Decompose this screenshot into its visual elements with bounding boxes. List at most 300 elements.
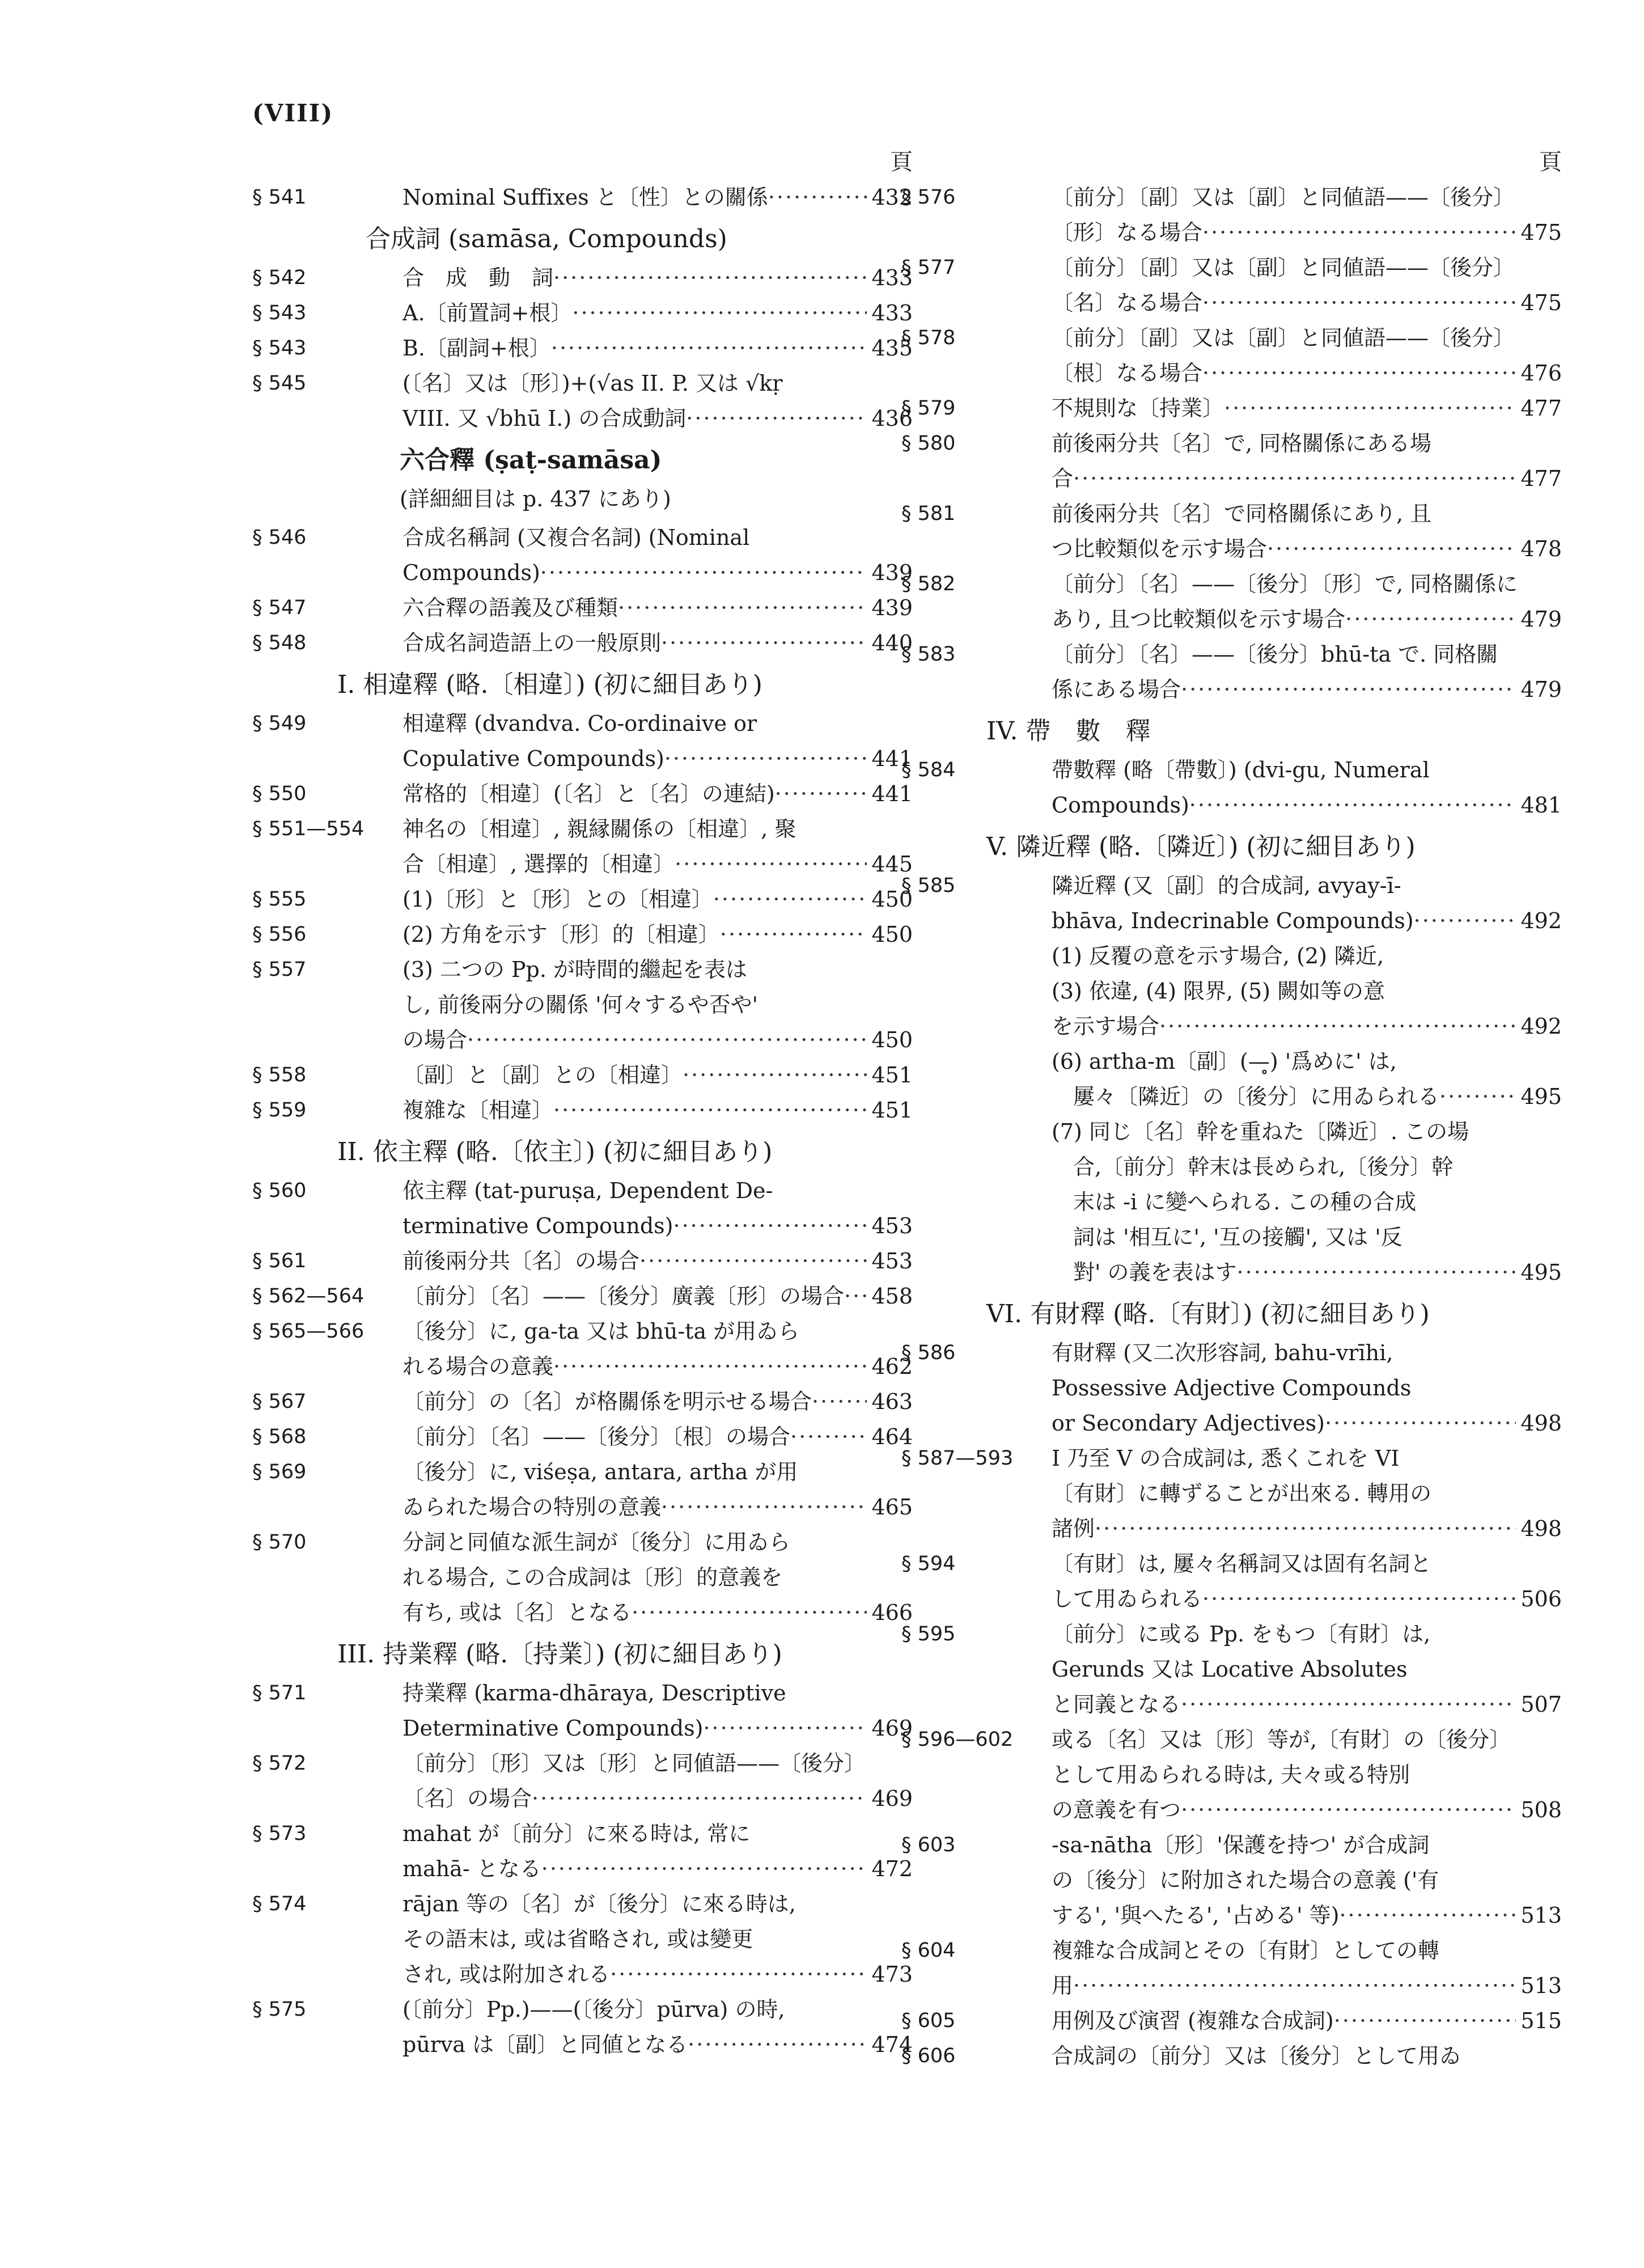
entry-title: 複雜な〔相違〕 — [402, 1098, 554, 1123]
toc-entries-left — [252, 180, 913, 2062]
toc-column-left — [252, 145, 913, 2062]
leader-dots — [1202, 1581, 1516, 1617]
section-number: § 570 — [252, 1531, 307, 1554]
entry-line: 相違釋 (dvandva. Co-ordinaive or — [402, 711, 757, 736]
section-number: § 581 — [901, 502, 956, 525]
section-number: § 606 — [901, 2045, 956, 2067]
entry-title: 〔前分〕〔名〕——〔後分〕〔根〕の場合 — [402, 1424, 791, 1449]
section-number: § 541 — [252, 186, 307, 209]
page-number: 476 — [1520, 361, 1562, 386]
leader-dots — [661, 625, 867, 661]
entry-line — [402, 1057, 913, 1093]
leader-dots — [661, 1490, 867, 1525]
entry-line — [402, 1419, 913, 1454]
leader-dots — [467, 1022, 867, 1057]
entry-line: 〔後分〕に, viśeṣa, antara, artha が用 — [402, 1459, 798, 1484]
section-heading: I. 相違釋 (略.〔相違〕) (初に細目あり) — [337, 670, 762, 699]
page-number: 473 — [871, 1962, 913, 1987]
entry-title: 六合釋の語義及び種類 — [402, 595, 618, 620]
page-number: 474 — [871, 2032, 913, 2057]
entry-title: 用 — [1052, 1973, 1074, 1998]
entry-line — [402, 1957, 913, 1992]
toc-entry — [901, 250, 1562, 320]
toc-entry — [901, 1441, 1562, 1546]
page-number: 465 — [871, 1495, 913, 1520]
toc-entry — [901, 1044, 1562, 1114]
toc-entry — [901, 1546, 1562, 1617]
entry-line: rājan 等の〔名〕が〔後分〕に來る時は, — [402, 1892, 796, 1916]
page-number: 453 — [871, 1249, 913, 1273]
entry-line — [402, 1384, 913, 1419]
entry-line — [1052, 531, 1562, 566]
entry-line — [402, 180, 913, 215]
entry-line: mahat が〔前分〕に來る時は, 常に — [402, 1821, 751, 1846]
entry-line — [1052, 391, 1562, 426]
leader-dots — [1439, 1079, 1516, 1114]
leader-dots — [553, 1093, 867, 1128]
page-number: 462 — [871, 1354, 913, 1379]
entry-line: 持業釋 (karma-dhāraya, Descriptive — [402, 1681, 786, 1706]
section-number: § 548 — [252, 632, 307, 654]
section-heading: VI. 有財釋 (略.〔有財〕) (初に細目あり) — [986, 1300, 1430, 1328]
toc-entry — [252, 1816, 913, 1886]
entry-title: or Secondary Adjectives) — [1052, 1411, 1325, 1436]
toc-entry — [901, 1933, 1562, 2003]
page-column-mark: 頁 — [890, 149, 913, 175]
entry-title: B.〔副詞+根〕 — [402, 336, 551, 361]
leader-dots — [713, 882, 867, 917]
section-number: § 557 — [252, 958, 307, 981]
leader-dots — [610, 1957, 867, 1992]
page-number: 439 — [871, 560, 913, 585]
section-number: § 573 — [252, 1822, 307, 1845]
entry-title: 〔名〕なる場合 — [1052, 290, 1203, 315]
entry-line: 〔前分〕〔副〕又は〔副〕と同値語——〔後分〕 — [1052, 325, 1515, 350]
toc-column-right — [901, 145, 1562, 2074]
entry-line — [402, 625, 913, 661]
entry-title: され, 或は附加される — [402, 1962, 611, 1987]
toc-entry — [901, 868, 1562, 938]
section-number: § 603 — [901, 1834, 956, 1856]
section-number: § 567 — [252, 1390, 307, 1413]
entry-line — [1052, 1581, 1562, 1617]
toc-entry — [252, 1525, 913, 1630]
entry-title: 合 成 動 詞 — [402, 265, 554, 290]
page-number: 445 — [871, 852, 913, 877]
toc-entry — [252, 331, 913, 366]
page-number: 453 — [871, 1213, 913, 1238]
toc-entry — [252, 811, 913, 882]
page-number: 515 — [1520, 2008, 1562, 2033]
toc-entry — [252, 520, 913, 590]
entry-title: 前後兩分共〔名〕の場合 — [402, 1249, 640, 1273]
entry-title: Compounds) — [402, 560, 540, 585]
page-number: 433 — [871, 265, 913, 290]
entry-title: 常格的〔相違〕(〔名〕と〔名〕の連結) — [402, 781, 775, 806]
toc-entry — [901, 637, 1562, 707]
leader-dots — [618, 590, 867, 625]
page-number: 440 — [871, 631, 913, 655]
entry-title: して用ゐられる — [1052, 1586, 1203, 1611]
section-number: § 559 — [252, 1099, 307, 1122]
entry-line — [402, 882, 913, 917]
toc-entry — [901, 320, 1562, 391]
page-number: 469 — [871, 1786, 913, 1811]
entry-title: (2) 方角を示す〔形〕的〔相違〕 — [402, 922, 720, 947]
entry-title: 〔前分〕の〔名〕が格關係を明示せる場合 — [402, 1389, 812, 1414]
leader-dots — [1202, 356, 1516, 391]
section-number: § 585 — [901, 874, 956, 897]
leader-dots — [1224, 391, 1516, 426]
toc-entry — [252, 1886, 913, 1992]
toc-entry — [252, 180, 913, 215]
leader-dots — [664, 741, 867, 776]
page-number: 441 — [871, 746, 913, 771]
entry-title: 合成詞の〔前分〕又は〔後分〕として用ゐ — [1052, 2043, 1461, 2068]
entry-title: ゐられた場合の特別の意義 — [402, 1495, 662, 1520]
section-number: § 547 — [252, 596, 307, 619]
entry-title: の意義を有つ — [1052, 1797, 1181, 1822]
page-number: 463 — [871, 1389, 913, 1414]
entry-line — [1052, 461, 1562, 496]
page-number: 498 — [1520, 1516, 1562, 1541]
entry-title: mahā- となる — [402, 1856, 541, 1881]
toc-entry — [901, 1722, 1562, 1827]
section-number: § 580 — [901, 432, 956, 455]
leader-dots — [1202, 215, 1516, 250]
entry-title: Nominal Suffixes と〔性〕との關係 — [402, 185, 768, 210]
leader-dots — [1237, 1255, 1516, 1290]
page-number: 464 — [871, 1424, 913, 1449]
entry-line: し, 前後兩分の關係 '何々するや否や' — [402, 992, 759, 1017]
entry-line — [402, 1711, 913, 1746]
toc-entry — [252, 882, 913, 917]
entry-title: (1)〔形〕と〔形〕との〔相違〕 — [402, 887, 713, 912]
toc-entry — [252, 1746, 913, 1816]
section-number: § 562—564 — [252, 1285, 365, 1308]
entry-line — [402, 917, 913, 952]
toc-entry — [252, 366, 913, 436]
entry-line — [1052, 1079, 1562, 1114]
entry-title: 對' の義を表はす — [1052, 1260, 1237, 1285]
leader-dots — [768, 180, 867, 215]
entry-line — [1052, 1009, 1562, 1044]
leader-dots — [1414, 903, 1516, 938]
page-number: 492 — [1520, 1014, 1562, 1039]
section-number: § 560 — [252, 1179, 307, 1202]
page-number: 432 — [871, 185, 913, 210]
entry-title: 合〔相違〕, 選擇的〔相違〕 — [402, 852, 675, 877]
entry-line: 〔有財〕は, 屢々名稱詞又は固有名詞と — [1052, 1551, 1432, 1576]
section-heading: (詳細細目は p. 437 にあり) — [400, 486, 671, 511]
entry-line: 〔前分〕〔名〕——〔後分〕bhū-ta で. 同格關 — [1052, 642, 1498, 667]
entry-line: 合成名稱詞 (又複合名詞) (Nominal — [402, 525, 750, 550]
toc-entry — [901, 426, 1562, 496]
leader-dots — [1181, 672, 1516, 707]
entry-title: Determinative Compounds) — [402, 1716, 704, 1741]
section-number: § 576 — [901, 186, 956, 209]
section-number: § 575 — [252, 1998, 307, 2021]
entry-line: (3) 依違, (4) 限界, (5) 闕如等の意 — [1052, 979, 1385, 1004]
page-number: 458 — [871, 1284, 913, 1309]
section-number: § 595 — [901, 1623, 956, 1645]
entry-line — [402, 1349, 913, 1384]
toc-entries-right — [901, 180, 1562, 2074]
entry-line — [402, 555, 913, 590]
entry-line — [1052, 356, 1562, 391]
entry-title: 用例及び演習 (複雜な合成詞) — [1052, 2008, 1334, 2033]
entry-line — [1052, 602, 1562, 637]
leader-dots — [1073, 1968, 1516, 2003]
page-number: 451 — [871, 1098, 913, 1123]
leader-dots — [1073, 461, 1516, 496]
leader-dots — [532, 1781, 867, 1816]
leader-dots — [812, 1384, 867, 1419]
section-number: § 596—602 — [901, 1728, 1014, 1751]
page-number: 472 — [871, 1856, 913, 1881]
leader-dots — [1181, 1687, 1516, 1722]
toc-entry — [901, 752, 1562, 823]
section-number: § 578 — [901, 327, 956, 349]
toc-entry — [901, 1827, 1562, 1933]
entry-line: 神名の〔相違〕, 親縁關係の〔相違〕, 聚 — [402, 816, 796, 841]
entry-title: あり, 且つ比較類似を示す場合 — [1052, 607, 1346, 632]
entry-line: -sa-nātha〔形〕'保護を持つ' が合成詞 — [1052, 1833, 1430, 1857]
entry-line: れる場合, この合成詞は〔形〕的意義を — [402, 1565, 783, 1590]
entry-line: (7) 同じ〔名〕幹を重ねた〔隣近〕. この場 — [1052, 1119, 1469, 1144]
toc-entry — [252, 1992, 913, 2062]
toc-entry — [901, 938, 1562, 1044]
entry-title: 有ち, 或は〔名〕となる — [402, 1600, 632, 1625]
entry-line — [1052, 1687, 1562, 1722]
entry-title: する', '與へたる', '占める' 等) — [1052, 1903, 1340, 1928]
leader-dots — [844, 1279, 867, 1314]
section-number: § 574 — [252, 1893, 307, 1915]
entry-title: と同義となる — [1052, 1692, 1181, 1717]
leader-dots — [1345, 602, 1516, 637]
section-number: § 582 — [901, 573, 956, 595]
leader-dots — [720, 917, 867, 952]
page-number: 479 — [1520, 607, 1562, 632]
page-number: 495 — [1520, 1084, 1562, 1109]
section-number: § 584 — [901, 759, 956, 781]
entry-line — [402, 1022, 913, 1057]
leader-dots — [572, 295, 867, 331]
entry-title: A.〔前置詞+根〕 — [402, 301, 573, 325]
entry-line — [1052, 2003, 1562, 2038]
toc-entry — [901, 2038, 1562, 2074]
entry-line — [402, 741, 913, 776]
leader-dots — [639, 1243, 867, 1279]
section-number: § 605 — [901, 2009, 956, 2032]
section-heading: V. 隣近釋 (略.〔隣近〕) (初に細目あり) — [986, 832, 1416, 861]
page-number: 513 — [1520, 1903, 1562, 1928]
leader-dots — [703, 1711, 867, 1746]
entry-line: 〔有財〕に轉ずることが出來る. 轉用の — [1052, 1481, 1432, 1506]
entry-line — [1052, 672, 1562, 707]
entry-line — [402, 1243, 913, 1279]
leader-dots — [540, 555, 867, 590]
entry-line: (1) 反覆の意を示す場合, (2) 隣近, — [1052, 943, 1384, 968]
entry-line — [402, 1208, 913, 1243]
page-number: 433 — [871, 301, 913, 325]
toc-entry — [252, 1057, 913, 1093]
leader-dots — [1181, 1792, 1516, 1827]
page-number: 478 — [1520, 536, 1562, 561]
entry-line — [402, 1093, 913, 1128]
entry-title: つ比較類似を示す場合 — [1052, 536, 1268, 561]
page-number: 466 — [871, 1600, 913, 1625]
entry-title: 〔前分〕〔名〕——〔後分〕廣義〔形〕の場合 — [402, 1284, 845, 1309]
entry-line — [402, 2027, 913, 2062]
entry-line: 依主釋 (tat-puruṣa, Dependent De- — [402, 1178, 773, 1203]
page-number: 492 — [1520, 908, 1562, 933]
section-number: § 583 — [901, 643, 956, 666]
leader-dots — [1267, 531, 1516, 566]
page-number: 506 — [1520, 1586, 1562, 1611]
toc-entry — [901, 1617, 1562, 1722]
section-heading: II. 依主釋 (略.〔依主〕) (初に細目あり) — [337, 1137, 773, 1166]
section-number: § 594 — [901, 1552, 956, 1575]
entry-line: 前後兩分共〔名〕で同格關係にあり, 且 — [1052, 501, 1432, 526]
page-number: 513 — [1520, 1973, 1562, 1998]
page-number: 436 — [871, 406, 913, 431]
section-number: § 549 — [252, 712, 307, 735]
page-number: 451 — [871, 1063, 913, 1088]
section-number: § 543 — [252, 337, 307, 359]
section-number: § 543 — [252, 302, 307, 324]
page-number: 481 — [1520, 793, 1562, 818]
leader-dots — [1095, 1511, 1516, 1546]
entry-line — [402, 776, 913, 811]
entry-line — [402, 1279, 913, 1314]
entry-line — [1052, 788, 1562, 823]
entry-line — [1052, 1898, 1562, 1933]
entry-line: 分詞と同値な派生詞が〔後分〕に用ゐら — [402, 1530, 791, 1555]
section-number: § 565—566 — [252, 1320, 365, 1343]
entry-line: その語末は, 或は省略され, 或は變更 — [402, 1927, 753, 1952]
section-heading: III. 持業釋 (略.〔持業〕) (初に細目あり) — [337, 1640, 782, 1669]
entry-line: 前後兩分共〔名〕で, 同格關係にある場 — [1052, 431, 1432, 456]
page-number: 450 — [871, 922, 913, 947]
toc-entry — [252, 1173, 913, 1243]
page-number: 469 — [871, 1716, 913, 1741]
section-number: § 550 — [252, 782, 307, 805]
entry-line: 末は -i に變へられる. この種の合成 — [1052, 1190, 1417, 1215]
section-number: § 542 — [252, 266, 307, 289]
entry-title: 係にある場合 — [1052, 677, 1181, 702]
page-number: 507 — [1520, 1692, 1562, 1717]
toc-entry — [252, 1454, 913, 1525]
entry-line: 〔前分〕〔形〕又は〔形〕と同値語——〔後分〕 — [402, 1751, 866, 1776]
section-number: § 561 — [252, 1250, 307, 1272]
toc-entry — [252, 1419, 913, 1454]
toc-entry — [252, 1243, 913, 1279]
entry-title: の場合 — [402, 1027, 468, 1052]
section-number: § 551—554 — [252, 818, 365, 840]
entry-line: (〔名〕又は〔形〕)+(√as II. P. 又は √kṛ — [402, 371, 783, 396]
toc-entry — [252, 776, 913, 811]
section-number: § 568 — [252, 1425, 307, 1448]
entry-line — [1052, 215, 1562, 250]
entry-line: 或る〔名〕又は〔形〕等が,〔有財〕の〔後分〕 — [1052, 1727, 1511, 1752]
section-number: § 569 — [252, 1461, 307, 1483]
entry-line: として用ゐられる時は, 夫々或る特別 — [1052, 1762, 1410, 1787]
entry-line: の〔後分〕に附加された場合の意義 ('有 — [1052, 1868, 1439, 1893]
section-number: § 571 — [252, 1682, 307, 1704]
section-number: § 558 — [252, 1064, 307, 1086]
leader-dots — [1339, 1898, 1516, 1933]
entry-line — [402, 1490, 913, 1525]
section-heading: 六合釋 (ṣaṭ-samāsa) — [400, 446, 662, 475]
entry-line: 詞は '相互に', '互の接觸', 又は '反 — [1052, 1225, 1403, 1250]
section-heading: IV. 帶 數 釋 — [986, 717, 1151, 746]
page-number: 477 — [1520, 466, 1562, 491]
entry-line — [1052, 1968, 1562, 2003]
entry-title: 〔副〕と〔副〕との〔相違〕 — [402, 1063, 683, 1088]
page-number: 498 — [1520, 1411, 1562, 1436]
page-number: 439 — [871, 595, 913, 620]
toc-entry — [252, 1675, 913, 1746]
entry-line: 合,〔前分〕幹末は長められ,〔後分〕幹 — [1052, 1154, 1454, 1179]
entry-line — [402, 590, 913, 625]
toc-entry — [901, 1114, 1562, 1290]
leader-dots — [688, 2027, 867, 2062]
toc-entry — [901, 180, 1562, 250]
entry-line — [402, 1595, 913, 1630]
leader-dots — [790, 1419, 867, 1454]
entry-line: (6) artha-m〔副〕(—̥) '爲めに' は, — [1052, 1049, 1397, 1074]
entry-title: Copulative Compounds) — [402, 746, 664, 771]
entry-line: 隣近釋 (又〔副〕的合成詞, avyay-ī- — [1052, 873, 1401, 898]
entry-line — [1052, 903, 1562, 938]
page-column-mark: 頁 — [1539, 149, 1562, 175]
entry-line: 〔前分〕〔副〕又は〔副〕と同値語——〔後分〕 — [1052, 185, 1515, 210]
section-number: § 604 — [901, 1939, 956, 1962]
leader-dots — [775, 776, 867, 811]
page-number: 508 — [1520, 1797, 1562, 1822]
toc-entry — [252, 590, 913, 625]
section-heading: 合成詞 (samāsa, Compounds) — [366, 225, 727, 253]
entry-line: 有財釋 (又二次形容詞, bahu-vrīhi, — [1052, 1340, 1393, 1365]
section-number: § 545 — [252, 372, 307, 395]
entry-line: (3) 二つの Pp. が時間的繼起を表は — [402, 957, 748, 982]
leader-dots — [551, 331, 867, 366]
leader-dots — [1189, 788, 1516, 823]
toc-entry — [901, 391, 1562, 426]
toc-entry — [252, 260, 913, 295]
toc-entry — [252, 917, 913, 952]
entry-line — [402, 847, 913, 882]
leader-dots — [553, 260, 867, 295]
entry-line — [402, 1781, 913, 1816]
leader-dots — [632, 1595, 867, 1630]
toc-entry — [252, 625, 913, 661]
entry-line — [1052, 1406, 1562, 1441]
toc-entry — [252, 1384, 913, 1419]
leader-dots — [553, 1349, 867, 1384]
section-number: § 586 — [901, 1342, 956, 1364]
entry-title: VIII. 又 √bhū I.) の合成動詞 — [402, 406, 687, 431]
entry-line — [1052, 1511, 1562, 1546]
leader-dots — [1334, 2003, 1516, 2038]
toc-entry — [252, 1314, 913, 1384]
entry-line: Possessive Adjective Compounds — [1052, 1376, 1412, 1400]
section-number: § 546 — [252, 526, 307, 549]
entry-title: 諸例 — [1052, 1516, 1095, 1541]
leader-dots — [686, 401, 867, 436]
entry-title: pūrva は〔副〕と同値となる — [402, 2032, 688, 2057]
